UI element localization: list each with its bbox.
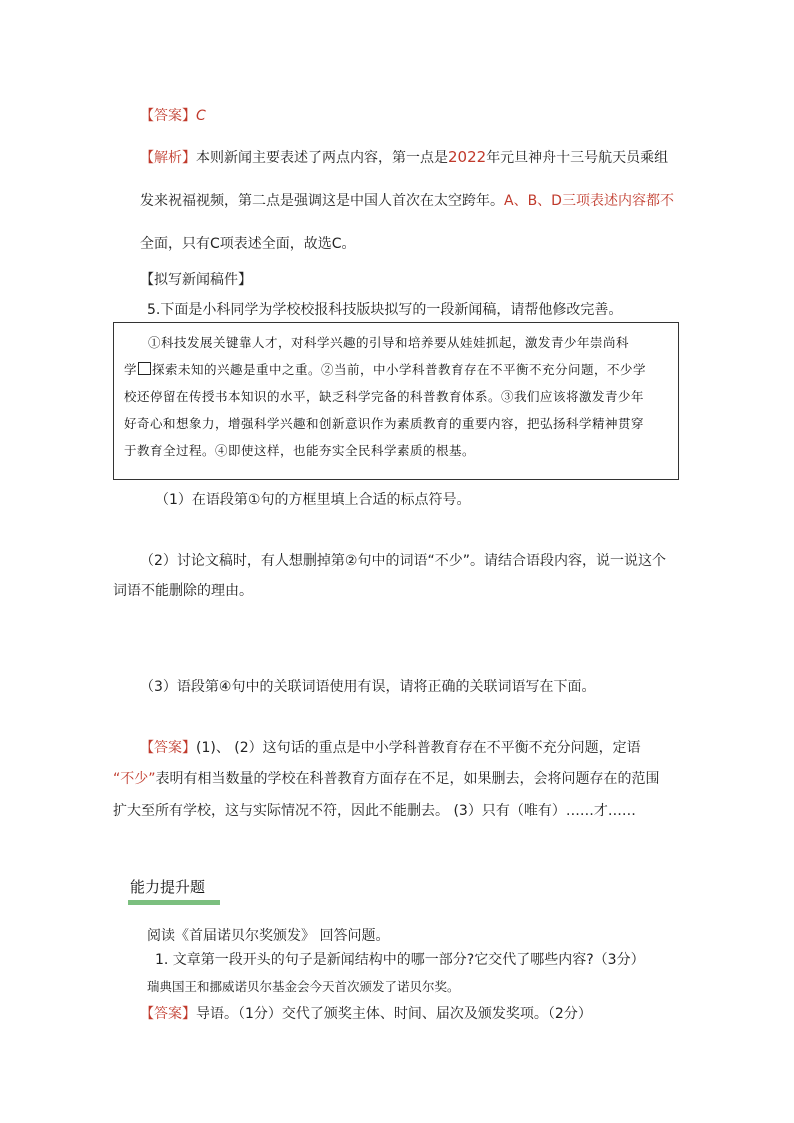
answer-tag: 【答案】: [140, 108, 196, 124]
news-passage-box: [113, 322, 679, 480]
answer-tag: 【答案】: [140, 1006, 196, 1022]
passage-line: 好奇心和想象力，增强科学兴趣和创新意识作为素质教育的重要内容，把弘扬科学精神贯穿: [124, 416, 645, 431]
answer-label-1: [140, 106, 206, 126]
answer-quote-red: “不少”: [113, 771, 156, 787]
passage-line: 于教育全过程。④即使这样，也能夯实全民科学素质的根基。: [124, 443, 476, 458]
analysis-text: 本则新闻主要表述了两点内容，第一点是: [196, 150, 448, 166]
reading-prompt: 阅读《首届诺贝尔奖颁发》 回答问题。: [147, 928, 390, 944]
question-5-2-line-1: （2）讨论文稿时，有人想删掉第②句中的词语“不少”。请结合语段内容，说一说这个: [140, 553, 666, 569]
final-answer: [140, 1004, 592, 1024]
passage-line: 校还停留在传授书本知识的水平，缺乏科学完备的科普教育体系。③我们应该将激发青少年: [124, 389, 645, 404]
answer-5-line-1: [140, 738, 641, 758]
blank-box[interactable]: [138, 362, 151, 375]
answer-tag: 【答案】: [140, 740, 196, 756]
answer-text: 表明有相当数量的学校在科普教育方面存在不足，如果删去，会将问题存在的范围: [155, 771, 660, 787]
question-5-2-line-2: 词语不能删除的理由。: [113, 583, 253, 599]
passage-text: 探索未知的兴趣是重中之重。②当前，中小学科普教育存在不平衡不充分问题，不少学: [152, 362, 647, 377]
question-1: 1. 文章第一段开头的句子是新闻结构中的哪一部分?它交代了哪些内容?（3分）: [155, 952, 645, 968]
quoted-sentence: 瑞典国王和挪威诺贝尔基金会今天首次颁发了诺贝尔奖。: [147, 979, 460, 994]
answer-text: (1)、 (2）这句话的重点是中小学科普教育存在不平衡不充分问题，定语: [196, 740, 641, 756]
analysis-line-2: [140, 191, 674, 211]
passage-text: 学: [124, 362, 138, 377]
passage-line: [124, 356, 668, 383]
answer-text: 导语。（1分）交代了颁奖主体、时间、届次及颁发奖项。（2分）: [196, 1006, 592, 1022]
draft-heading: 【拟写新闻稿件】: [140, 272, 252, 288]
analysis-text: 全面，只有C项表述全面，故选C。: [140, 236, 356, 252]
answer-5-line-3: 扩大至所有学校，这与实际情况不符，因此不能删去。 (3）只有（唯有）……才……: [113, 803, 636, 819]
analysis-line-1: [140, 147, 668, 168]
passage-line: ①科技发展关键靠人才，对科学兴趣的引导和培养要从娃娃抓起，激发青少年崇尚科: [148, 335, 630, 350]
analysis-text-red: A、B、D三项表述内容都不: [504, 193, 674, 209]
analysis-line-3: [140, 234, 356, 254]
section-title: 能力提升题: [130, 878, 206, 896]
answer-value: C: [196, 108, 206, 124]
analysis-text: 发来祝福视频，第二点是强调这是中国人首次在太空跨年。: [140, 193, 504, 209]
question-5-intro: 5.下面是小科同学为学校校报科技版块拟写的一段新闻稿，请帮他修改完善。: [147, 302, 623, 318]
section-underline: [128, 900, 220, 905]
question-5-3: （3）语段第④句中的关联词语使用有误，请将正确的关联词语写在下面。: [140, 679, 596, 695]
question-5-1: （1）在语段第①句的方框里填上合适的标点符号。: [155, 492, 471, 508]
analysis-year: 2022: [448, 148, 487, 166]
analysis-text: 年元旦神舟十三号航天员乘组: [486, 150, 669, 166]
answer-5-line-2: [113, 769, 660, 789]
analysis-tag: 【解析】: [140, 150, 196, 166]
